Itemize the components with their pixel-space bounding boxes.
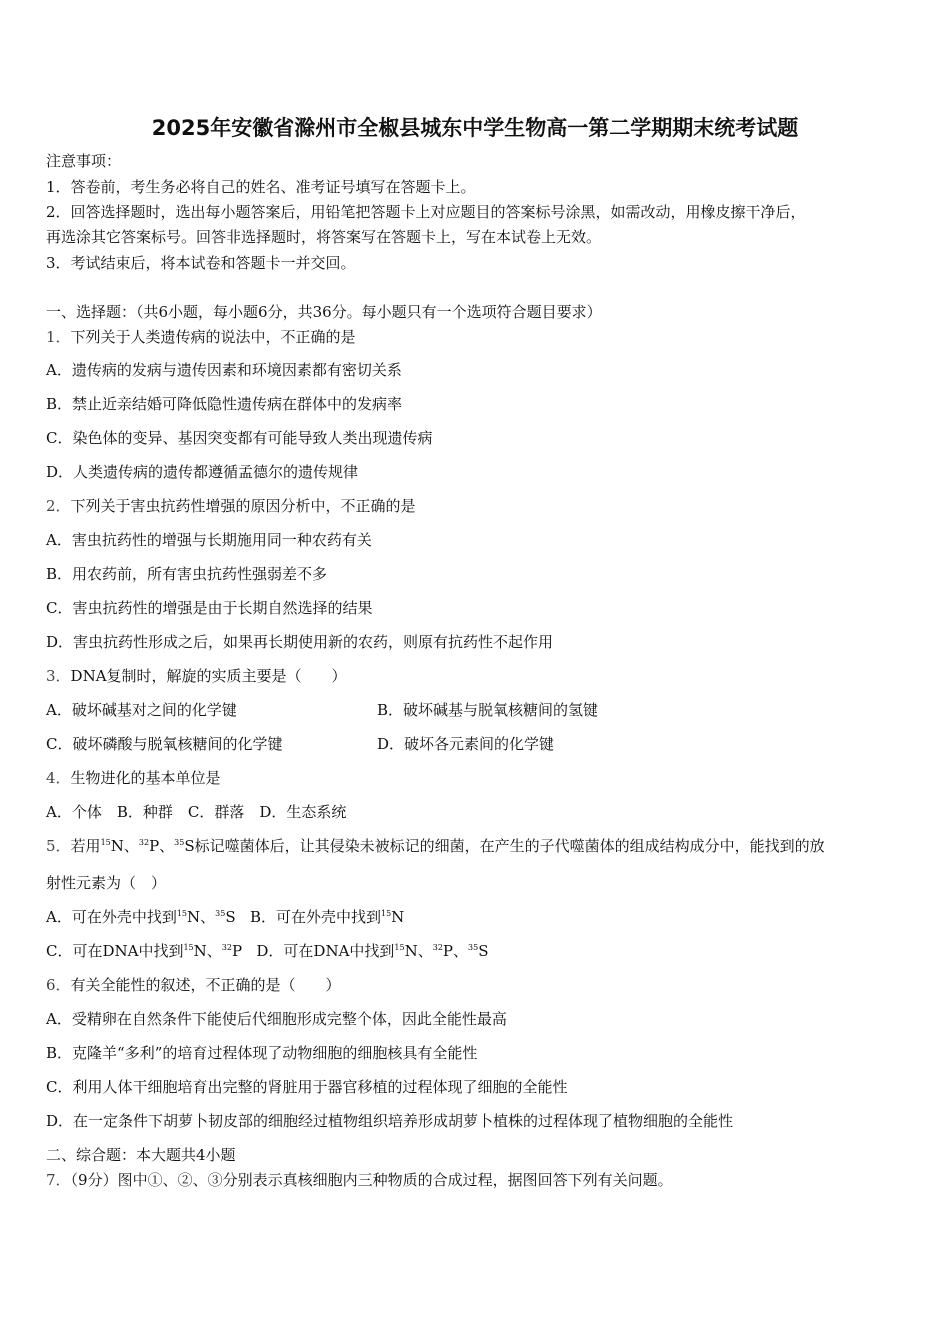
q7-text: 图中①、②、③分别表示真核细胞内三种物质的合成过程，据图回答下列有关问题。 xyxy=(117,1171,673,1189)
q2-stem xyxy=(46,496,416,516)
q5-options-cd xyxy=(46,941,488,961)
q5-option-c: C．可在DNA中找到 xyxy=(46,942,184,960)
q5-number: 5． xyxy=(46,837,71,855)
superscript: 35 xyxy=(468,943,479,952)
q1-option-a: A．遗传病的发病与遗传因素和环境因素都有密切关系 xyxy=(46,361,402,379)
q6-stem xyxy=(46,975,341,995)
q4-options: A．个体 B．种群 C．群落 D．生态系统 xyxy=(46,803,347,821)
q7-stem xyxy=(46,1170,673,1190)
q6-option-d: D．在一定条件下胡萝卜韧皮部的细胞经过植物组织培养形成胡萝卜植株的过程体现了植物细胞的全能性 xyxy=(46,1112,734,1130)
superscript: 32 xyxy=(221,943,232,952)
notes-header: 注意事项： xyxy=(46,152,122,170)
q5-stem-cont: 射性元素为（ ） xyxy=(46,874,167,892)
q5-option-d: D．可在DNA中找到 xyxy=(256,942,395,960)
q7-score: （9分） xyxy=(70,1171,118,1189)
element-s: S xyxy=(478,942,489,960)
element-p: P、 xyxy=(442,942,469,960)
note-item: 2．回答选择题时，选出每小题答案后，用铅笔把答题卡上对应题目的答案标号涂黑，如需改动，用橡皮擦干净后， xyxy=(46,203,806,221)
q2-option-c: C．害虫抗药性的增强是由于长期自然选择的结果 xyxy=(46,599,373,617)
section1-header: 一、选择题：（共6小题，每小题6分，共36分。每小题只有一个选项符合题目要求） xyxy=(46,303,602,321)
element-s: S xyxy=(225,908,236,926)
superscript: 15 xyxy=(183,943,194,952)
superscript: 32 xyxy=(138,838,150,847)
q5-text-a: 若用 xyxy=(70,837,101,855)
q2-option-b: B．用农药前，所有害虫抗药性强弱差不多 xyxy=(46,565,328,583)
q3-option-d: D．破坏各元素间的化学键 xyxy=(377,735,555,753)
superscript: 35 xyxy=(174,838,185,847)
superscript: 15 xyxy=(394,943,405,952)
element-n: N、 xyxy=(404,942,433,960)
note-item: 再选涂其它答案标号。回答非选择题时，将答案写在答题卡上，写在本试卷上无效。 xyxy=(46,228,602,246)
section2-header: 二、综合题：本大题共4小题 xyxy=(46,1146,236,1164)
q1-number: 1． xyxy=(46,328,71,346)
element-p: P xyxy=(231,942,243,960)
q6-number: 6． xyxy=(46,976,71,994)
q3-number: 3． xyxy=(46,667,71,685)
superscript: 15 xyxy=(380,909,392,918)
element-n: N、 xyxy=(187,908,216,926)
q2-number: 2． xyxy=(46,497,71,515)
q5-stem xyxy=(46,836,825,856)
q2-option-d: D．害虫抗药性形成之后，如果再长期使用新的农药，则原有抗药性不起作用 xyxy=(46,633,554,651)
element-n: N xyxy=(391,908,405,926)
note-item: 1．答卷前，考生务必将自己的姓名、准考证号填写在答题卡上。 xyxy=(46,178,476,196)
q2-text: 下列关于害虫抗药性增强的原因分析中，不正确的是 xyxy=(70,497,416,515)
q4-stem xyxy=(46,768,221,788)
q6-option-b: B．克隆羊“多利”的培育过程体现了动物细胞的细胞核具有全能性 xyxy=(46,1044,478,1062)
superscript: 35 xyxy=(215,909,226,918)
q5-text-b: 标记噬菌体后，让其侵染未被标记的细菌，在产生的子代噬菌体的组成结构成分中，能找到的放 xyxy=(194,837,825,855)
element-n: N、 xyxy=(110,837,139,855)
q1-option-c: C．染色体的变异、基因突变都有可能导致人类出现遗传病 xyxy=(46,429,433,447)
q1-option-b: B．禁止近亲结婚可降低隐性遗传病在群体中的发病率 xyxy=(46,395,403,413)
element-p: P、 xyxy=(149,837,175,855)
q2-option-a: A．害虫抗药性的增强与长期施用同一种农药有关 xyxy=(46,531,372,549)
q1-text: 下列关于人类遗传病的说法中，不正确的是 xyxy=(70,328,356,346)
q3-text: DNA复制时，解旋的实质主要是（ ） xyxy=(70,667,347,685)
q4-number: 4． xyxy=(46,769,71,787)
q3-option-c: C．破坏磷酸与脱氧核糖间的化学键 xyxy=(46,735,283,753)
q1-stem xyxy=(46,327,356,347)
note-item: 3．考试结束后，将本试卷和答题卡一并交回。 xyxy=(46,254,356,272)
q1-option-d: D．人类遗传病的遗传都遵循孟德尔的遗传规律 xyxy=(46,463,359,481)
q5-option-b: B．可在外壳中找到 xyxy=(249,908,381,926)
q6-option-c: C．利用人体干细胞培育出完整的肾脏用于器官移植的过程体现了细胞的全能性 xyxy=(46,1078,568,1096)
q3-option-a: A．破坏碱基对之间的化学键 xyxy=(46,701,237,719)
superscript: 32 xyxy=(432,943,443,952)
superscript: 15 xyxy=(100,838,111,847)
q5-option-a: A．可在外壳中找到 xyxy=(46,908,177,926)
element-s: S xyxy=(184,837,195,855)
q6-option-a: A．受精卵在自然条件下能使后代细胞形成完整个体，因此全能性最高 xyxy=(46,1010,507,1028)
element-n: N、 xyxy=(193,942,222,960)
q6-text: 有关全能性的叙述，不正确的是（ ） xyxy=(70,976,341,994)
q7-number: 7． xyxy=(46,1171,71,1189)
exam-title: 2025年安徽省滁州市全椒县城东中学生物高一第二学期期末统考试题 xyxy=(151,116,799,140)
superscript: 15 xyxy=(176,909,188,918)
q4-text: 生物进化的基本单位是 xyxy=(70,769,221,787)
q3-stem xyxy=(46,666,347,686)
q3-option-b: B．破坏碱基与脱氧核糖间的氢键 xyxy=(377,701,599,719)
q5-options-ab xyxy=(46,907,404,927)
